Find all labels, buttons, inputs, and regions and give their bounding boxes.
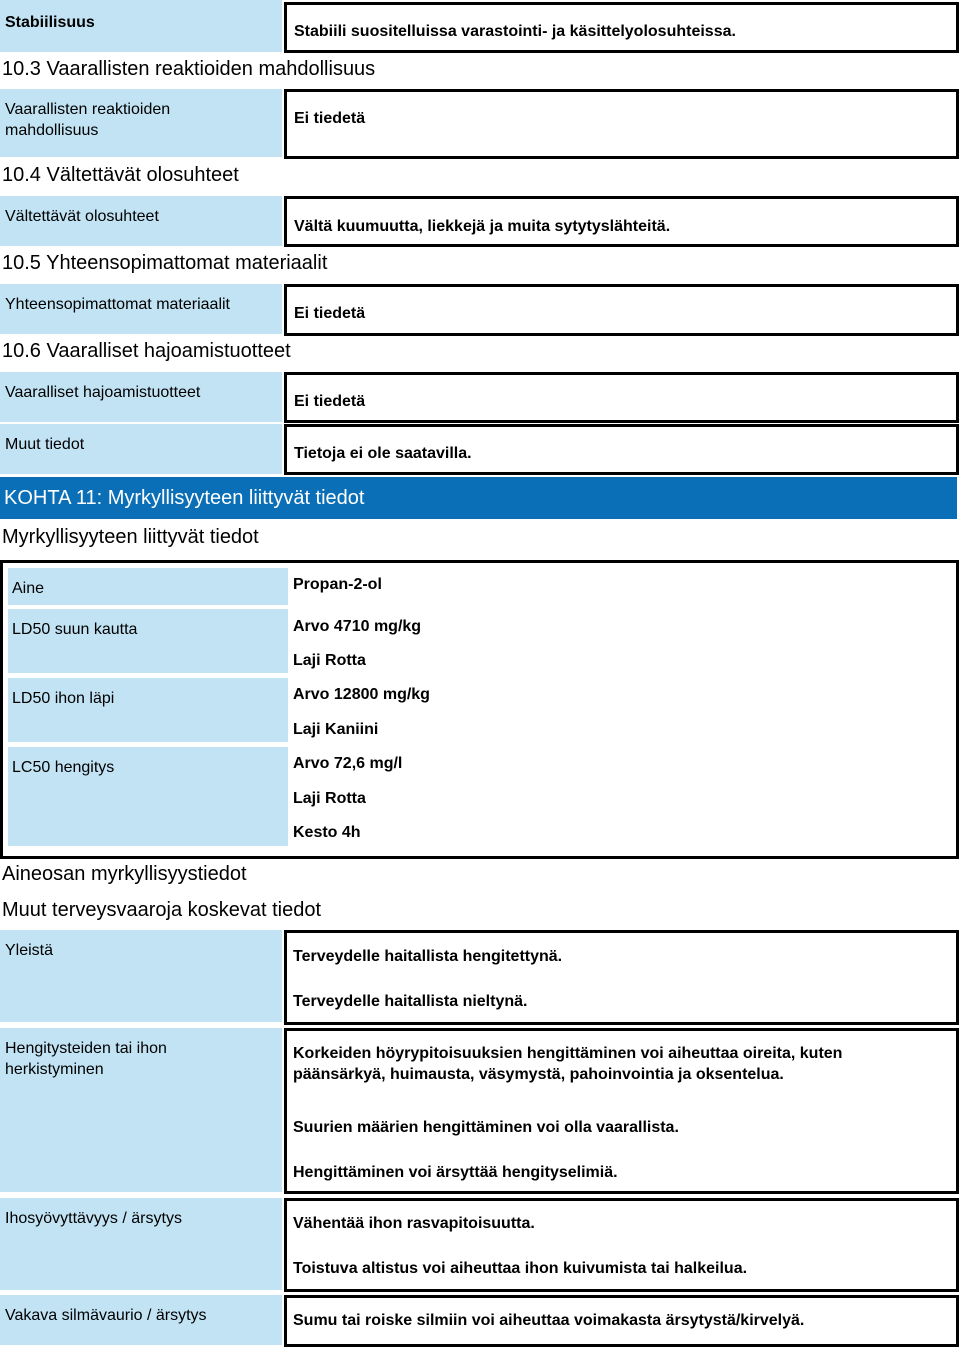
decomposition-value: Ei tiedetä bbox=[284, 372, 959, 423]
lc50-species: Laji Rotta bbox=[293, 790, 366, 807]
reactions-label-text: Vaarallisten reaktioiden mahdollisuus bbox=[5, 101, 171, 139]
eye-line-1: Sumu tai roiske silmiin voi aiheuttaa voimakasta ärsytystä/kirvelyä. bbox=[293, 1312, 805, 1329]
sensitisation-label-line-1: Hengitysteiden tai ihon bbox=[5, 1040, 167, 1057]
eye-label: Vakava silmävaurio / ärsytys bbox=[0, 1295, 282, 1345]
stability-value: Stabiili suositelluissa varastointi- ja käsittelyolosuhteissa. bbox=[284, 2, 959, 53]
incompatible-label: Yhteensopimattomat materiaalit bbox=[0, 284, 282, 334]
ld50-oral-value: Arvo 4710 mg/kg bbox=[293, 618, 422, 635]
toxicity-subheading: Myrkyllisyyteen liittyvät tiedot bbox=[2, 526, 259, 548]
incompatible-value: Ei tiedetä bbox=[284, 284, 959, 336]
sensitisation-line-2: Suurien määrien hengittäminen voi olla vaarallista. bbox=[293, 1119, 679, 1136]
other-info-value: Tietoja ei ole saatavilla. bbox=[284, 424, 959, 475]
other-health-heading: Muut terveysvaaroja koskevat tiedot bbox=[2, 899, 322, 921]
ld50-oral-species: Laji Rotta bbox=[293, 652, 366, 669]
ld50-oral-label: LD50 suun kautta bbox=[8, 609, 288, 673]
skin-label: Ihosyövyttävyys / ärsytys bbox=[0, 1198, 282, 1290]
ld50-dermal-value: Arvo 12800 mg/kg bbox=[293, 686, 430, 703]
other-info-label: Muut tiedot bbox=[0, 424, 282, 474]
section-10-4-heading: 10.4 Vältettävät olosuhteet bbox=[2, 164, 239, 186]
sensitisation-line-1b: päänsärkyä, huimausta, väsymystä, pahoinvointia ja oksentelua. bbox=[293, 1066, 784, 1083]
lc50-label: LC50 hengitys bbox=[8, 747, 288, 846]
general-label: Yleistä bbox=[0, 930, 282, 1022]
sensitisation-line-3: Hengittäminen voi ärsyttää hengityselimiä. bbox=[293, 1164, 618, 1181]
skin-line-1: Vähentää ihon rasvapitoisuutta. bbox=[293, 1215, 535, 1232]
reactions-label bbox=[0, 89, 282, 157]
decomposition-label: Vaaralliset hajoamistuotteet bbox=[0, 372, 282, 422]
section-10-6-heading: 10.6 Vaaralliset hajoamistuotteet bbox=[2, 340, 291, 362]
sensitisation-label bbox=[0, 1028, 282, 1192]
sensitisation-line-1a: Korkeiden höyrypitoisuuksien hengittäminen voi aiheuttaa oireita, kuten bbox=[293, 1045, 843, 1062]
avoid-conditions-value: Vältä kuumuutta, liekkejä ja muita sytytyslähteitä. bbox=[284, 196, 959, 247]
substance-label: Aine bbox=[8, 568, 288, 605]
reactions-value: Ei tiedetä bbox=[284, 89, 959, 159]
ld50-dermal-species: Laji Kaniini bbox=[293, 721, 379, 738]
section-10-5-heading: 10.5 Yhteensopimattomat materiaalit bbox=[2, 252, 328, 274]
lc50-value: Arvo 72,6 mg/l bbox=[293, 755, 403, 772]
section-11-banner: KOHTA 11: Myrkyllisyyteen liittyvät tiedot bbox=[0, 477, 957, 519]
stability-label: Stabiilisuus bbox=[0, 0, 282, 52]
component-toxicity-heading: Aineosan myrkyllisyystiedot bbox=[2, 863, 247, 885]
avoid-conditions-label: Vältettävät olosuhteet bbox=[0, 196, 282, 246]
skin-line-2: Toistuva altistus voi aiheuttaa ihon kuivumista tai halkeilua. bbox=[293, 1260, 748, 1277]
section-10-3-heading: 10.3 Vaarallisten reaktioiden mahdollisuus bbox=[2, 58, 376, 80]
ld50-dermal-label: LD50 ihon läpi bbox=[8, 678, 288, 742]
general-line-1: Terveydelle haitallista hengitettynä. bbox=[293, 948, 563, 965]
general-line-2: Terveydelle haitallista nieltynä. bbox=[293, 993, 528, 1010]
lc50-duration: Kesto 4h bbox=[293, 824, 361, 841]
substance-value: Propan-2-ol bbox=[293, 576, 382, 593]
sensitisation-label-line-2: herkistyminen bbox=[5, 1061, 104, 1078]
